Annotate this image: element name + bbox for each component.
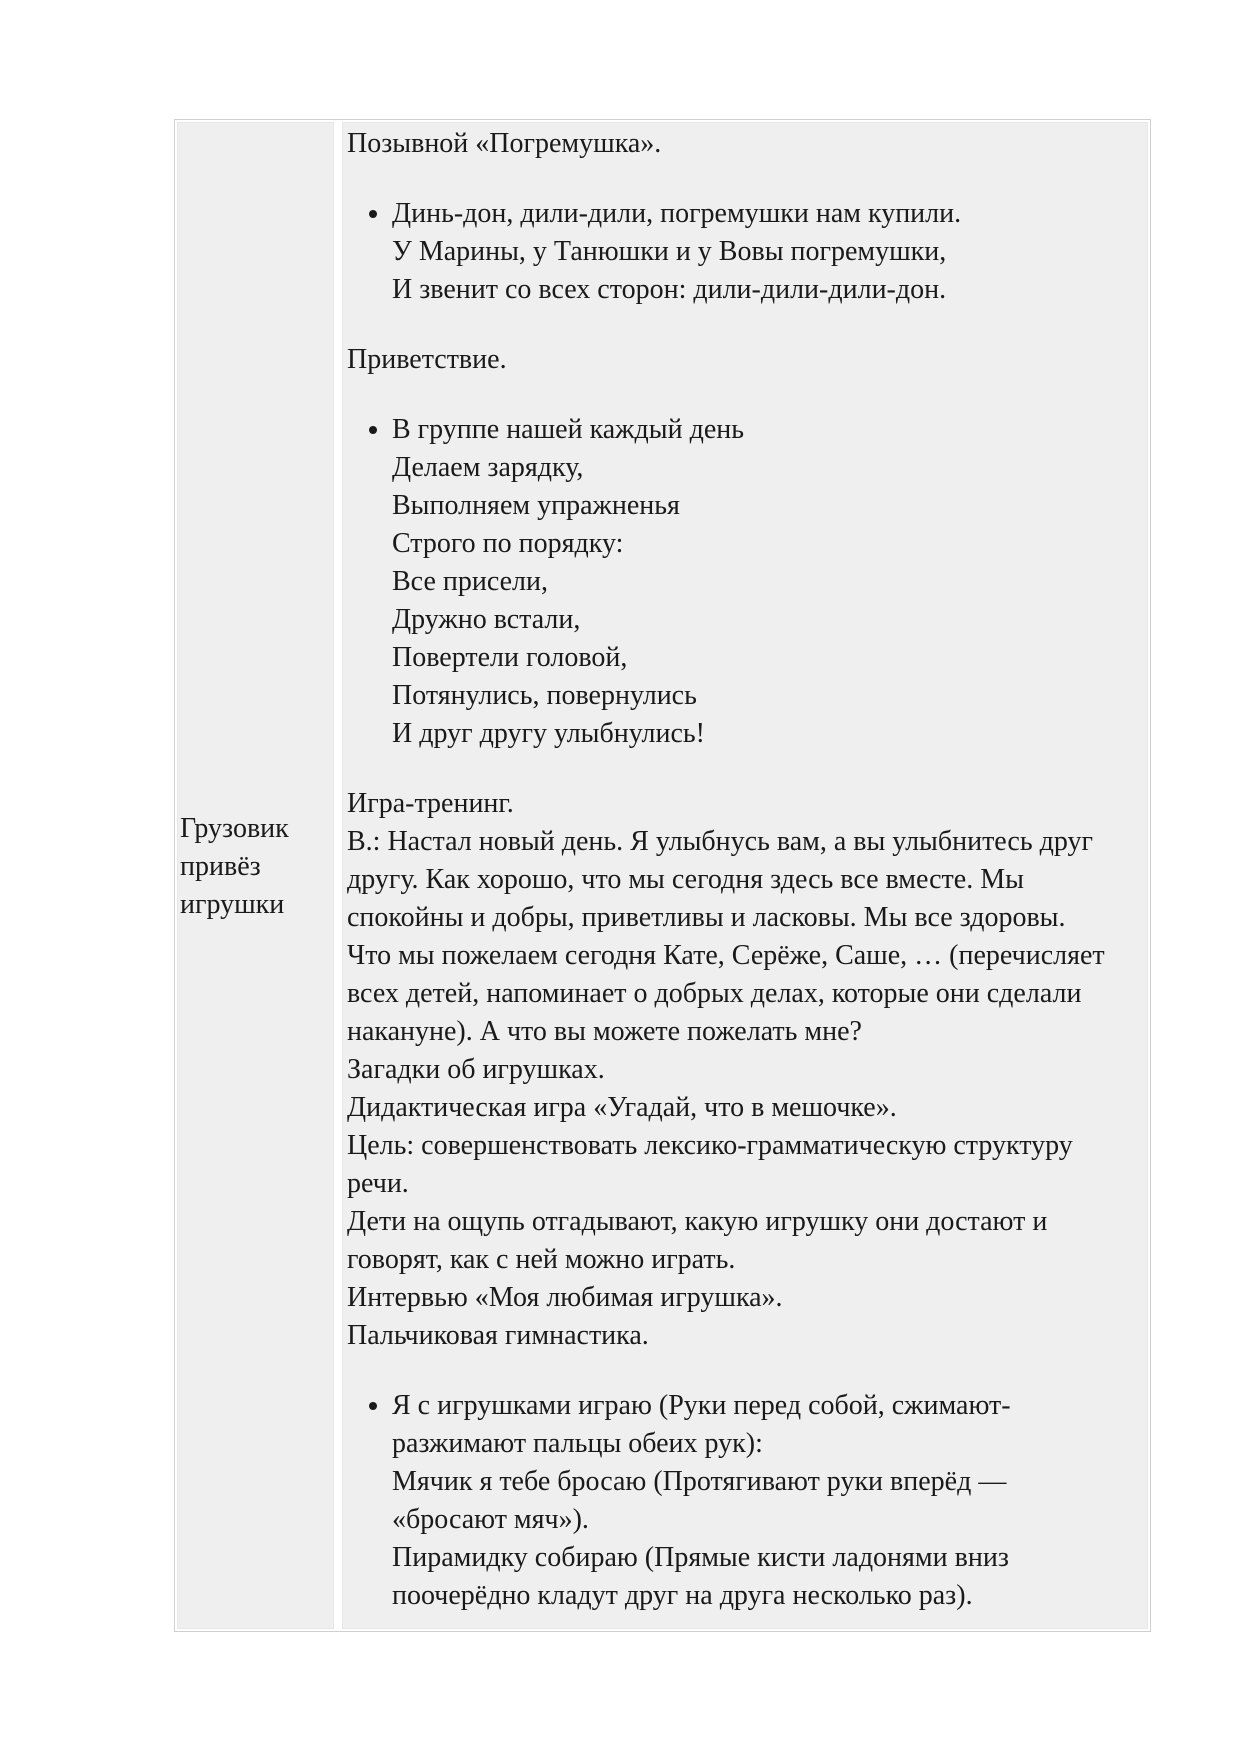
text-line: В.: Настал новый день. Я улыбнусь вам, а вы улыбнитесь друг: [347, 826, 1093, 857]
list-item: [392, 195, 1143, 309]
text-line: другу. Как хорошо, что мы сегодня здесь все вместе. Мы: [347, 864, 1024, 895]
text-line: «бросают мяч»).: [392, 1504, 589, 1535]
text-line: Дети на ощупь отгадывают, какую игрушку они достают и: [347, 1206, 1048, 1237]
text-line: Дидактическая игра «Угадай, что в мешочке».: [347, 1092, 897, 1123]
activity-content-cell: [342, 122, 1148, 1629]
lesson-plan-table: [174, 119, 1151, 1632]
bullet-list: [347, 411, 1143, 753]
text-line: Строго по порядку:: [392, 528, 624, 559]
list-item: [392, 411, 1143, 753]
text-line: разжимают пальцы обеих рук):: [392, 1428, 763, 1459]
text-line: Цель: совершенствовать лексико-грамматическую структуру: [347, 1130, 1073, 1161]
text-line: игрушки: [180, 888, 285, 920]
text-line: Пирамидку собираю (Прямые кисти ладонями вниз: [392, 1542, 1009, 1573]
text-line: • В группе нашей каждый день: [392, 414, 744, 445]
text-line: • Динь-дон, дили-дили, погремушки нам купили.: [392, 198, 962, 229]
text-line: поочерёдно кладут друг на друга несколько раз).: [392, 1580, 973, 1611]
text-line: Приветствие.: [347, 344, 507, 375]
text-line: Загадки об игрушках.: [347, 1054, 605, 1085]
text-line: И звенит со всех сторон: дили-дили-дили-дон.: [392, 274, 947, 305]
activity-name-cell: [177, 122, 334, 1629]
text-line: говорят, как с ней можно играть.: [347, 1244, 736, 1275]
list-item: [392, 1387, 1143, 1615]
text-line: Пальчиковая гимнастика.: [347, 1320, 649, 1351]
text-line: Все присели,: [392, 566, 548, 597]
text-line: Мячик я тебе бросаю (Протягивают руки вперёд —: [392, 1466, 1007, 1497]
bullet-list: [347, 195, 1143, 309]
text-line: накануне). А что вы можете пожелать мне?: [347, 1016, 862, 1047]
text-line: У Марины, у Танюшки и у Вовы погремушки,: [392, 236, 947, 267]
paragraph: [347, 341, 1143, 379]
paragraph: [347, 785, 1143, 1355]
text-line: всех детей, напоминает о добрых делах, которые они сделали: [347, 978, 1082, 1009]
text-line: Повертели головой,: [392, 642, 628, 673]
text-line: Потянулись, повернулись: [392, 680, 697, 711]
text-line: Что мы пожелаем сегодня Кате, Серёже, Саше, … (перечисляет: [347, 940, 1105, 971]
text-line: • Я с игрушками играю (Руки перед собой, сжимают-: [392, 1390, 1011, 1421]
text-line: И друг другу улыбнулись!: [392, 718, 705, 749]
text-line: спокойны и добры, приветливы и ласковы. Мы все здоровы.: [347, 902, 1066, 933]
activity-name-text: [180, 810, 289, 924]
text-line: Позывной «Погремушка».: [347, 128, 662, 159]
bullet-list: [347, 1387, 1143, 1615]
paragraph: [347, 125, 1143, 163]
text-line: Делаем зарядку,: [392, 452, 584, 483]
text-line: Грузовик: [180, 812, 289, 844]
text-line: Интервью «Моя любимая игрушка».: [347, 1282, 783, 1313]
text-line: Дружно встали,: [392, 604, 581, 635]
text-line: привёз: [180, 850, 261, 882]
text-line: речи.: [347, 1168, 409, 1199]
text-line: Игра-тренинг.: [347, 788, 514, 819]
text-line: Выполняем упражненья: [392, 490, 680, 521]
